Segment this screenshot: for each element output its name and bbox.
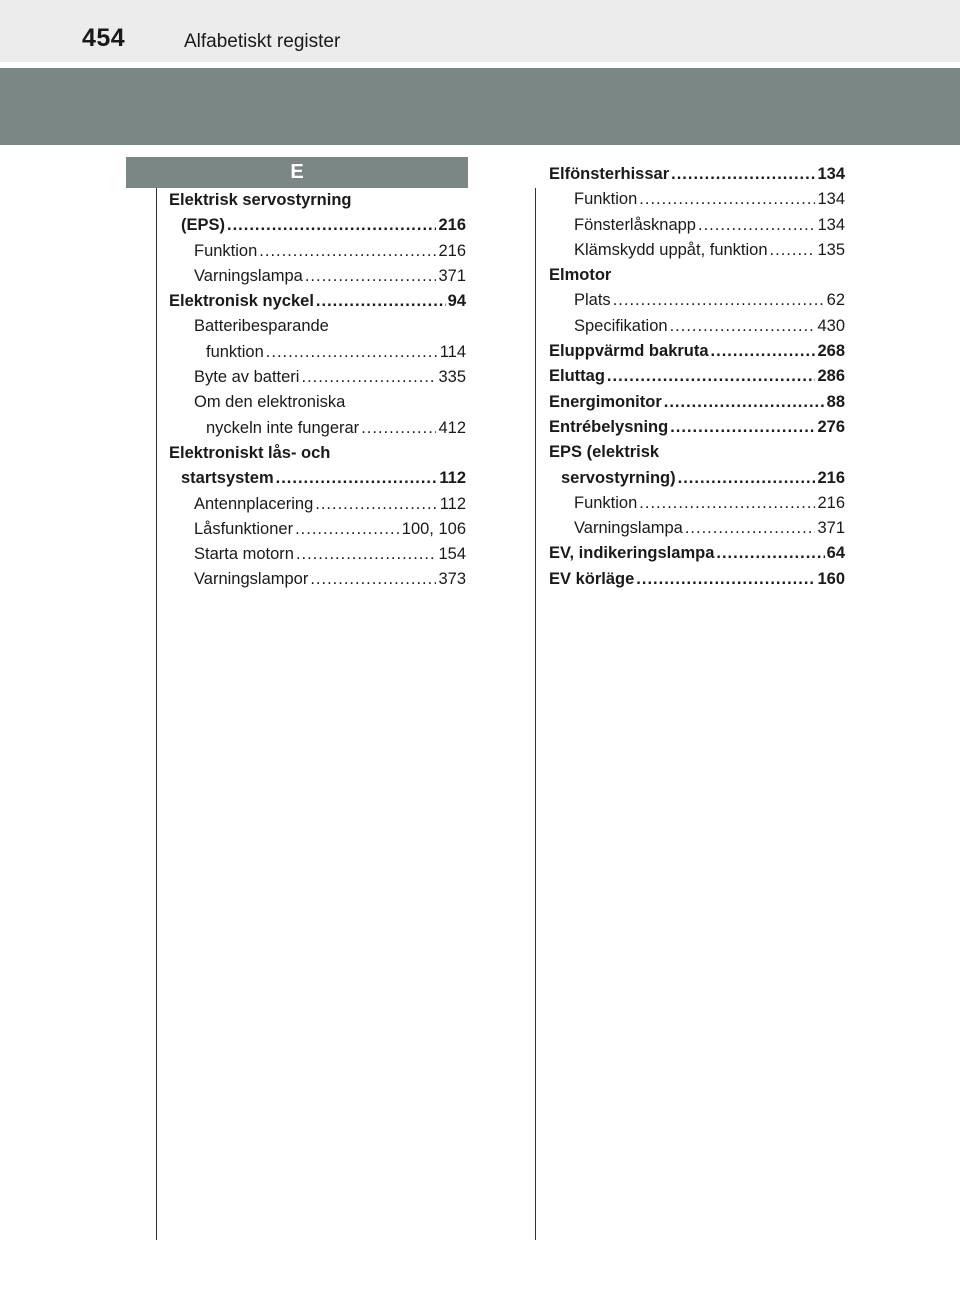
index-entry [169,390,466,415]
index-entry-page: 64 [826,544,845,563]
index-entry [549,213,845,238]
index-entry [169,466,466,491]
index-entry-page: 134 [817,190,845,209]
dot-leader [607,364,816,389]
index-entry [169,340,466,365]
index-entry-term: Batteribesparande [194,317,329,336]
index-entry [169,542,466,567]
dot-leader [716,541,824,566]
index-entry-term: Elektrisk servostyrning [169,191,352,209]
dot-leader [670,314,816,339]
index-entry-term: Varningslampor [194,570,309,589]
index-entry-term: startsystem [181,469,274,488]
index-entry-page: 112 [439,494,466,513]
index-entry-term: Om den elektroniska [194,393,346,412]
index-entry-term: Funktion [574,190,638,209]
dot-leader [361,416,436,441]
index-entry [549,440,845,465]
index-entry-term: Varningslampa [194,266,303,285]
index-entry [549,187,845,212]
dot-leader [664,390,825,415]
index-entry [169,517,466,542]
index-entry-page: 268 [817,342,845,361]
index-entry-term: Byte av batteri [194,368,300,387]
dot-leader [227,213,436,238]
index-entry [549,390,845,415]
index-entry-page: 216 [817,468,845,487]
index-entry [169,264,466,289]
index-entry-term: Entrébelysning [549,417,669,436]
index-entry-term: Specifikation [574,316,668,335]
column-rule-right [535,188,536,1240]
dot-leader [310,567,436,592]
dot-leader [670,415,815,440]
dot-leader [276,466,438,491]
index-entry-page: 373 [438,570,466,589]
dot-leader [315,492,437,517]
index-entry [169,416,466,441]
index-entry-page: 154 [438,545,466,564]
index-entry-page: 135 [817,240,845,259]
index-entry-term: EPS (elektrisk [549,443,660,462]
index-entry-term: Starta motorn [194,545,294,564]
index-entry [549,339,845,364]
dot-leader [698,213,815,238]
index-entry-term: EV körläge [549,569,635,588]
index-entry [549,541,845,566]
index-entry-page: 94 [447,292,466,311]
index-entry-term: (EPS) [181,216,226,235]
dot-leader [636,567,815,592]
index-entry-term: Elfönsterhissar [549,165,670,183]
index-entry-term: Elektroniskt lås- och [169,443,331,462]
index-entry-page: 114 [439,342,466,361]
index-entry-page: 216 [817,493,845,512]
index-entry-page: 134 [817,215,845,234]
index-entry-term: servostyrning) [561,468,676,487]
index-entry [549,415,845,440]
index-entry-page: 371 [817,519,845,538]
index-entry [169,567,466,592]
dot-leader [295,517,400,542]
dot-leader [316,289,446,314]
index-entry-term: Funktion [574,493,638,512]
index-entry-page: 100, 106 [401,519,466,538]
index-entry-term: Eluppvärmd bakruta [549,342,709,361]
index-entry-page: 112 [439,469,466,488]
index-entry-term: Plats [574,291,611,310]
dot-leader [685,516,816,541]
index-entry [169,239,466,264]
column-rule-left [156,188,157,1240]
index-entry-page: 134 [817,165,845,183]
page-header-strip [0,0,960,62]
index-letter-heading: E [126,157,468,188]
index-entry-page: 216 [438,241,466,260]
index-entry-page: 62 [826,291,845,310]
index-entry-page: 335 [438,368,466,387]
index-entry [169,441,466,466]
index-entry-page: 412 [438,418,466,437]
index-entry [169,492,466,517]
index-entry-page: 160 [817,569,845,588]
index-entry-page: 371 [438,266,466,285]
index-entry-term: Antennplacering [194,494,314,513]
section-title: Alfabetiskt register [184,31,341,52]
index-column-left [169,188,466,593]
index-entry-page: 216 [438,216,466,235]
index-entry-term: Låsfunktioner [194,519,294,538]
index-entry-term: Eluttag [549,367,605,386]
index-entry-term: Funktion [194,241,258,260]
header-band [0,68,960,145]
index-entry-term: EV, indikeringslampa [549,544,715,563]
index-entry [549,466,845,491]
dot-leader [770,238,816,263]
dot-leader [266,340,438,365]
dot-leader [296,542,437,567]
dot-leader [613,288,825,313]
index-column-right [549,162,845,592]
index-entry-page: 276 [817,417,845,436]
dot-leader [259,239,436,264]
index-entry [169,289,466,314]
index-entry-page: 430 [817,316,845,335]
index-entry-term: Elektronisk nyckel [169,292,314,311]
index-entry [549,491,845,516]
dot-leader [671,162,815,187]
page-number: 454 [82,24,126,52]
index-entry [549,314,845,339]
index-entry [169,314,466,339]
index-entry [169,365,466,390]
index-entry-term: Fönsterlåsknapp [574,215,696,234]
dot-leader [639,187,815,212]
index-entry [549,238,845,263]
index-entry [549,364,845,389]
index-entry-term: nyckeln inte fungerar [206,418,360,437]
index-entry-term: Energimonitor [549,392,662,411]
index-entry [549,516,845,541]
index-entry [549,567,845,592]
index-entry [169,213,466,238]
dot-leader [711,339,816,364]
index-entry-term: Elmotor [549,266,612,285]
dot-leader [301,365,436,390]
index-entry [549,288,845,313]
index-entry-page: 286 [817,367,845,386]
index-entry-term: Varningslampa [574,519,683,538]
index-entry [169,188,466,213]
index-entry-term: Klämskydd uppåt, funktion [574,240,768,259]
index-entry [549,263,845,288]
index-entry-page: 88 [826,392,845,411]
dot-leader [305,264,437,289]
index-entry [549,162,845,187]
dot-leader [639,491,815,516]
dot-leader [678,466,816,491]
index-entry-term: funktion [206,342,264,361]
